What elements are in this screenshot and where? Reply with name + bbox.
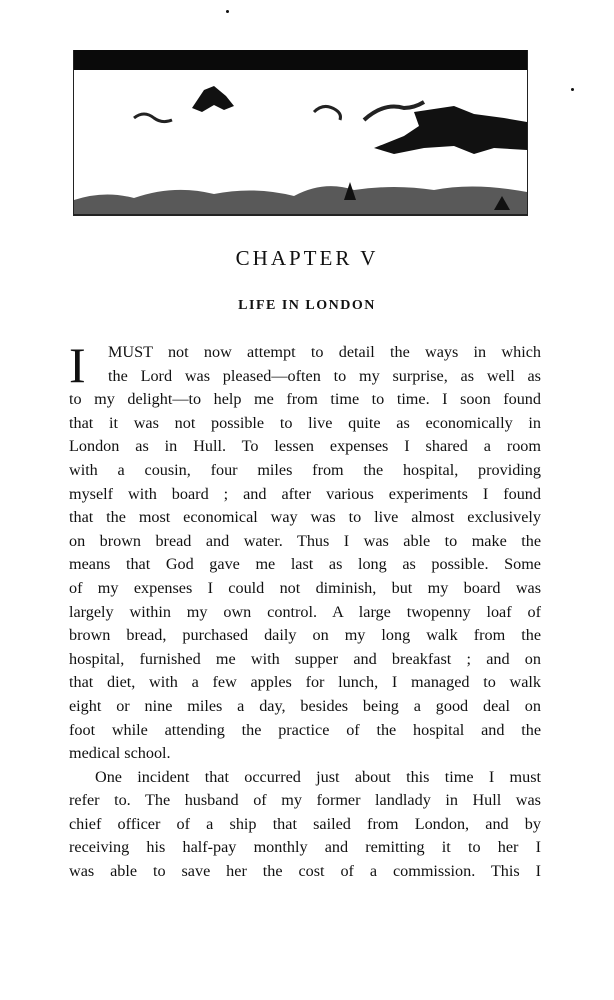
text-line: that diet, with a few apples for lunch, I managed to walk <box>69 673 541 692</box>
text-line: receiving his half-pay monthly and remitting it to her I <box>69 838 541 857</box>
drop-cap: I <box>69 337 86 393</box>
text-line: hospital, furnished me with supper and breakfast ; and on <box>69 649 541 668</box>
text-line: the Lord was pleased—often to my surprise, as well as <box>108 366 541 385</box>
text-line: medical school. <box>69 744 171 763</box>
text-line: eight or nine miles a day, besides being a good deal on <box>69 696 541 715</box>
text-line: myself with board ; and after various experiments I found <box>69 484 541 503</box>
text-line: brown bread, purchased daily on my long walk from the <box>69 626 541 645</box>
text-line: to my delight—to help me from time to time. I soon found <box>69 390 541 409</box>
body-text <box>69 337 541 884</box>
text-line: foot while attending the practice of the hospital and the <box>69 720 541 739</box>
text-line: One incident that occurred just about this time I must <box>95 767 541 786</box>
text-line: chief officer of a ship that sailed from London, and by <box>69 814 541 833</box>
text-line: largely within my own control. A large twopenny loaf of <box>69 602 541 621</box>
text-line: of my expenses I could not diminish, but my board was <box>69 578 541 597</box>
chapter-title: LIFE IN LONDON <box>238 298 376 313</box>
text-line: on brown bread and water. Thus I was able to make the <box>69 531 541 550</box>
header-illustration <box>73 50 528 216</box>
speck-top <box>226 10 229 13</box>
text-line: with a cousin, four miles from the hospital, providing <box>69 460 541 479</box>
landscape-illustration-icon <box>74 50 527 214</box>
text-line: that the most economical way was to live almost exclusively <box>69 508 541 527</box>
chapter-heading: CHAPTER V <box>235 246 379 270</box>
speck-right <box>571 88 574 91</box>
text-line: was able to save her the cost of a commission. This I <box>69 862 541 881</box>
text-line: that it was not possible to live quite as economically in <box>69 413 541 432</box>
text-line: MUST not now attempt to detail the ways in which <box>108 343 541 361</box>
text-line: means that God gave me last as long as possible. Some <box>69 555 541 574</box>
text-line: refer to. The husband of my former landlady in Hull was <box>69 791 541 810</box>
text-line: London as in Hull. To lessen expenses I shared a room <box>69 437 541 456</box>
